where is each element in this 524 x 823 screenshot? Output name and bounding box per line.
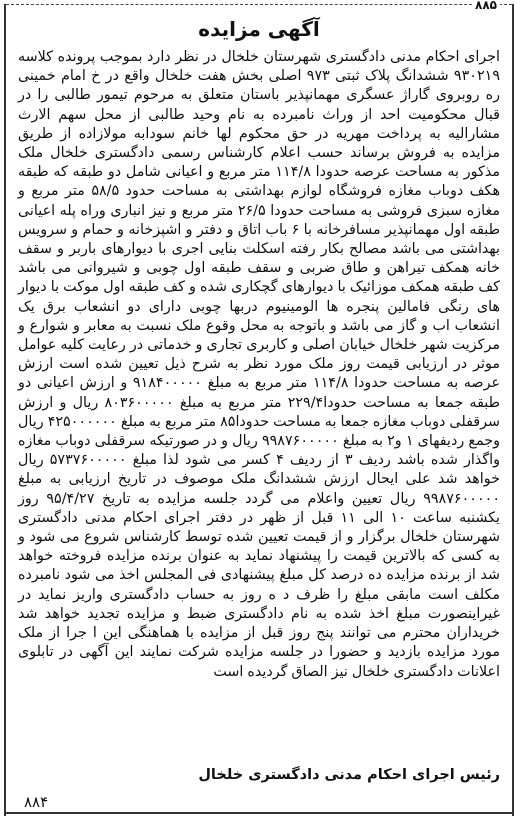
top-ad-number: ۸۸۵ — [472, 0, 500, 12]
bottom-rule — [6, 812, 512, 814]
notice-signature: رئیس اجرای احکام مدنی دادگستری خلخال — [198, 767, 500, 783]
notice-body: اجرای احکام مدنی دادگستری شهرستان خلخال در نظر دارد بموجب پرونده کلاسه ۹۳۰۲۱۹ ششدانگ پلاک ثبتی ۹۷۳ اصلی بخش هفت خلخال واقع در خ امام خمینی ره روبروی گاراژ عسگری مهمانپذیر باستان متعلق به مرحوم تیمور طالبی را در قبال محکومیت احد از وراث نامبرده به نام وحید طالبی از محل سهم الارث مشارالیه به پرداخت مهریه در حق محکوم لها خانم سودابه مولازاده از طریق مزایده به فروش برساند حسب اعلام کارشناس رسمی دادگستری خلخال ملک مذکور به مساحت عرصه حدودا ۱۱۴/۸ متر مربع و اعیانی شامل دو طبقه که طبقه هکف دوباب مغازه فروشگاه لوازم بهداشتی به مساحت حدود ۵۸/۵ متر مربع و مغازه سبزی فروشی به مساحت حدودا ۲۶/۵ متر مربع و نیز انباری وراه پله اعیانی طبقه اول مهمانپذیر مسافرخانه با ۶ باب اتاق و دفتر و اشپزخانه و حمام و سرویس بهداشتی می باشد مصالح بکار رفته اسکلت بنایی اجری با دیوارهای باربر و سقف خانه همکف تیراهن و طاق ضربی و سقف طبقه اول چوبی و شیروانی می باشد کف طبقه همکف موزائیک با دیوارهای گچکاری شده و کف طبقه اول موکت با دیوار های رنگی فامالین پنجره ها الومینیوم دربها چوبی دارای دو انشعاب برق یک انشعاب اب و گاز می باشد و باتوجه به محل وقوع ملک نسبت به معابر و شوارع و مرکزیت شهر خلخال خیابان اصلی و کاربری تجاری و خدماتی در رعایت کلیه عوامل موثر در ارزیابی قیمت روز ملک مورد نظر به شرح ذیل تعیین شده است ارزش عرصه به مساحت حدودا ۱۱۴/۸ متر مربع به مبلغ ۹۱۸۴۰۰۰۰۰ و ارزش اعیانی دو طبقه جمعا به مساحت حدودا۲۲۹/۴ متر مربع به مبلغ ۸۰۳۶۰۰۰۰۰ ریال و ارزش سرقفلی دوباب مغازه جمعا به مساحت حدودا۸۵ متر مربع به مبلغ ۴۲۵۰۰۰۰۰۰ ریال وجمع ردیفهای ۱ و۲ به مبلغ ۹۹۸۷۶۰۰۰۰۰ ریال و در صورتیکه سرقفلی دوباب مغازه واگذار شده باشد ردیف ۳ از ردیف ۴ کسر می شود لذا مبلغ ۵۷۳۷۶۰۰۰۰۰ ریال خواهد شد علی ایحال ارزش ششدانگ ملک موصوف در تاریخ ارزیابی به مبلغ ۹۹۸۷۶۰۰۰۰۰ ریال تعیین واعلام می گردد جلسه مزایده به تاریخ ۹۵/۴/۲۷ روز یکشنبه ساعت ۱۰ الی ۱۱ قبل از ظهر در دفتر اجرای احکام مدنی دادگستری شهرستان خلخال برگزار و از قیمت تعیین شده توسط کارشناس شروع می شود و به کسی که بالاترین قیمت را پیشنهاد نماید به عنوان برنده مزایده فروخته خواهد شد از برنده مزایده ده درصد کل مبلغ پیشنهادی فی المجلس اخذ می شود نامبرده مکلف است مابقی مبلغ را ظرف د ه روز به حساب دادگستری واریز نماید در غیراینصورت مبلغ اخذ شده به نام دادگستری ضبط و مزایده تجدید خواهد شد خریداران محترم می توانند پنج روز قبل از مزایده با هماهنگی این ا جرا از ملک مورد مزایده بازدید و حضورا در جلسه مزایده شرکت نمایند این آگهی در تابلوی اعلانات دادگستری خلخال نیز الصاق گردیده است — [18, 49, 501, 680]
top-dashed-rule — [6, 4, 512, 8]
ad-number: ۸۸۴ — [24, 793, 49, 811]
notice-frame — [4, 0, 514, 816]
notice-title: آگهی مزایده — [198, 17, 320, 41]
